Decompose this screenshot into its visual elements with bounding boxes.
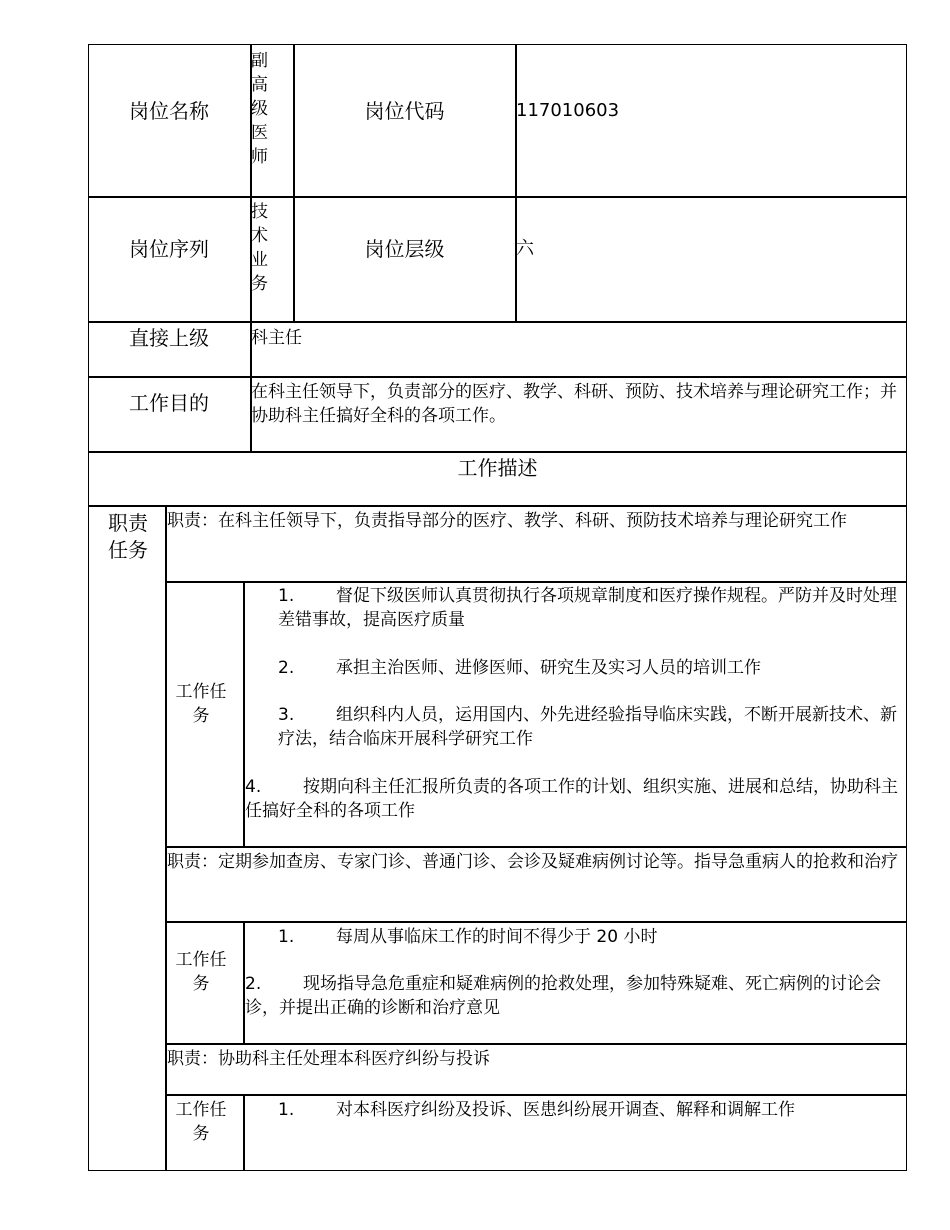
task-num: 2. (278, 658, 295, 678)
post-series-label: 岗位序列 (129, 237, 209, 261)
row-divider (88, 376, 907, 378)
row-divider (166, 846, 907, 848)
post-name-label: 岗位名称 (129, 99, 209, 123)
row-divider (88, 196, 907, 198)
task-text: 组织科内人员，运用国内、外先进经验指导临床实践，不断开展新技术、新疗法，结合临床开展科学研究工作 (278, 705, 897, 749)
col-divider (515, 44, 517, 321)
superior-label: 直接上级 (129, 326, 209, 350)
col-divider (293, 44, 295, 321)
purpose-label: 工作目的 (129, 391, 209, 415)
row-divider (166, 921, 907, 923)
task-num: 2. (245, 974, 262, 994)
row-divider (166, 581, 907, 583)
task-text: 承担主治医师、进修医师、研究生及实习人员的培训工作 (336, 658, 761, 678)
post-level-label: 岗位层级 (364, 237, 445, 261)
row-divider (88, 505, 907, 507)
description-title: 工作描述 (457, 456, 538, 480)
task-item (278, 703, 900, 751)
post-level-value: 六 (516, 238, 534, 259)
duty-text: 职责：协助科主任处理本科医疗纠纷与投诉 (167, 1049, 490, 1069)
duty-text: 职责：在科主任领导下，负责指导部分的医疗、教学、科研、预防技术培养与理论研究工作 (167, 511, 847, 531)
post-code-value: 117010603 (516, 100, 620, 121)
task-num: 4. (245, 777, 262, 797)
row-divider (166, 1094, 907, 1096)
post-series-value: 技术业务 (251, 202, 268, 294)
row-divider (88, 451, 907, 453)
task-item (278, 656, 900, 680)
task-text: 对本科医疗纠纷及投诉、医患纠纷展开调查、解释和调解工作 (336, 1100, 795, 1120)
col-divider (165, 505, 167, 1171)
duties-label: 职责任务 (108, 511, 148, 562)
row-divider (166, 1043, 907, 1045)
task-num: 1. (278, 586, 295, 606)
task-num: 3. (278, 705, 295, 725)
task-text: 督促下级医师认真贯彻执行各项规章制度和医疗操作规程。严防并及时处理差错事故，提高医疗质量 (278, 586, 897, 630)
task-item (278, 925, 900, 949)
task-text: 按期向科主任汇报所负责的各项工作的计划、组织实施、进展和总结，协助科主任搞好全科的各项工作 (245, 777, 898, 821)
task-item (278, 1098, 900, 1122)
task-label: 工作任务 (175, 950, 227, 994)
task-text: 每周从事临床工作的时间不得少于 20 小时 (336, 927, 658, 947)
task-item (278, 584, 900, 632)
col-divider (243, 1094, 245, 1171)
task-num: 1. (278, 927, 295, 947)
task-item (245, 972, 900, 1020)
post-name-value: 副高级医师 (251, 51, 268, 167)
superior-value: 科主任 (251, 328, 302, 348)
task-num: 1. (278, 1100, 295, 1120)
task-text: 现场指导急危重症和疑难病例的抢救处理，参加特殊疑难、死亡病例的讨论会诊，并提出正确的诊断和治疗意见 (245, 974, 881, 1018)
task-label: 工作任务 (175, 1100, 227, 1144)
task-item (245, 775, 900, 823)
row-divider (88, 321, 907, 323)
task-label: 工作任务 (175, 682, 227, 726)
purpose-value: 在科主任领导下，负责部分的医疗、教学、科研、预防、技术培养与理论研究工作；并协助科主任搞好全科的各项工作。 (251, 382, 897, 426)
duty-text: 职责：定期参加查房、专家门诊、普通门诊、会诊及疑难病例讨论等。指导急重病人的抢救和治疗 (167, 852, 898, 872)
post-code-label: 岗位代码 (364, 99, 445, 123)
